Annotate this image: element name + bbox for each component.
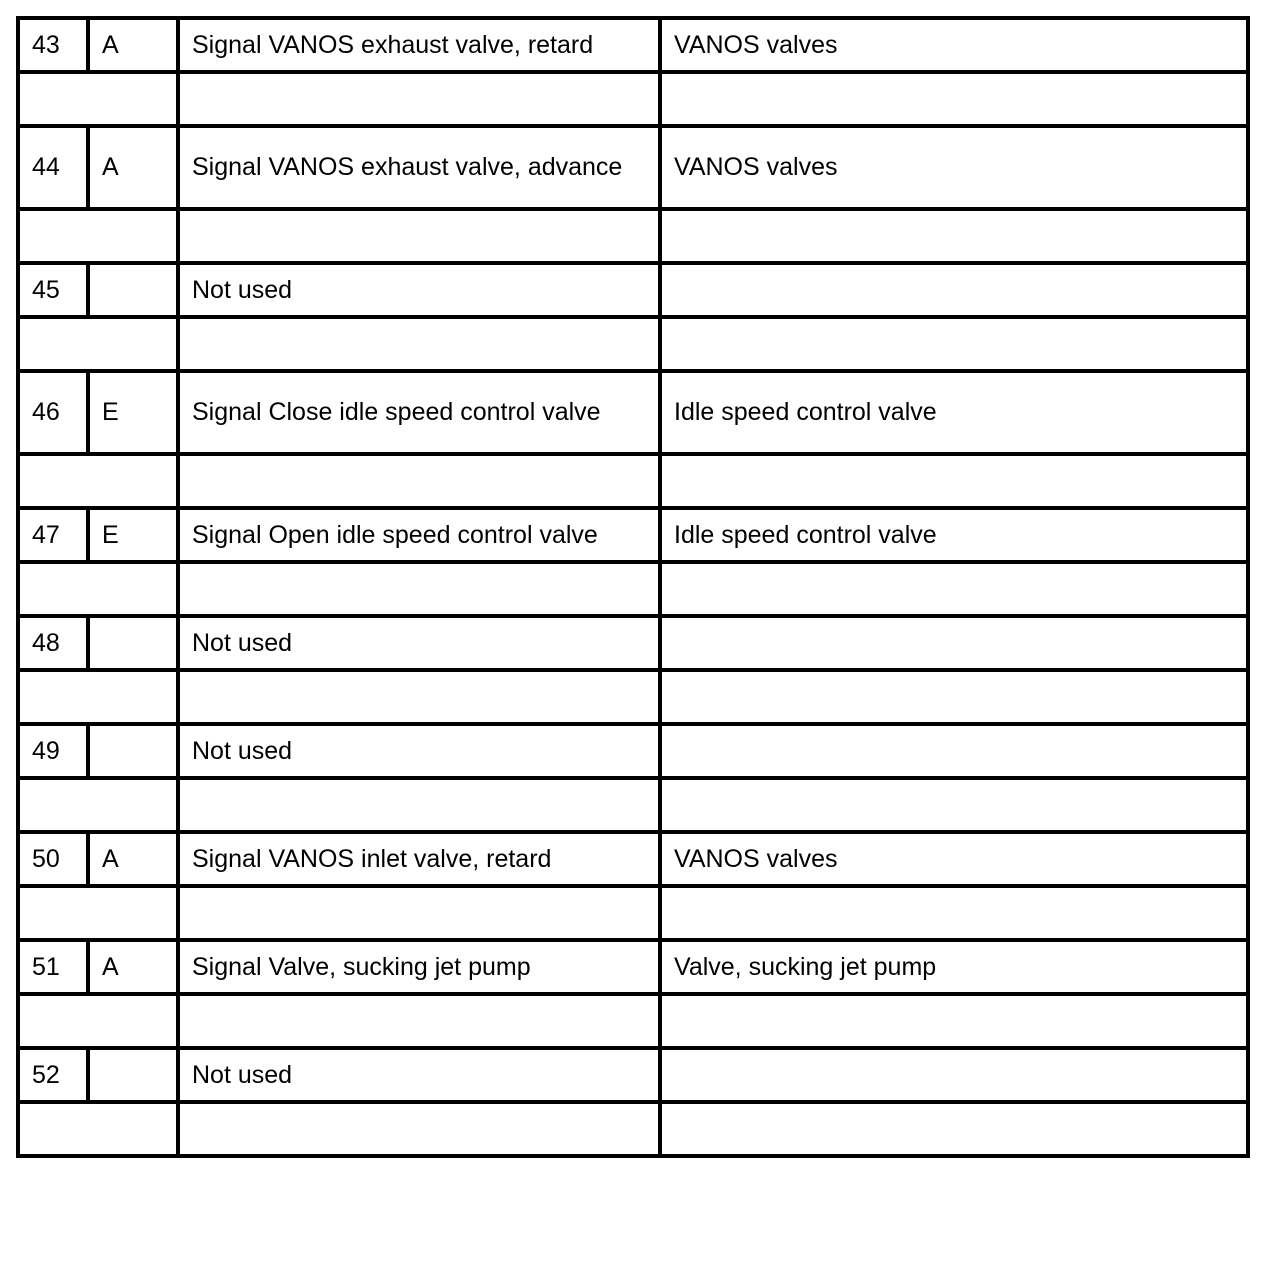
pin-number: 48 (18, 616, 88, 670)
pin-type: A (88, 18, 178, 72)
spacer-cell (178, 317, 660, 371)
pin-type: E (88, 508, 178, 562)
pin-component: Valve, sucking jet pump (660, 940, 1248, 994)
pin-number: 45 (18, 263, 88, 317)
spacer-cell (660, 670, 1248, 724)
pin-type (88, 1048, 178, 1102)
table-row (18, 263, 1248, 317)
table-row (18, 126, 1248, 209)
spacer-row (18, 994, 1248, 1048)
table-row (18, 1048, 1248, 1102)
spacer-cell (660, 317, 1248, 371)
spacer-row (18, 1102, 1248, 1156)
spacer-row (18, 209, 1248, 263)
pin-component (660, 616, 1248, 670)
spacer-cell (660, 72, 1248, 126)
table-row (18, 940, 1248, 994)
pin-type (88, 724, 178, 778)
table-row (18, 371, 1248, 454)
spacer-cell (178, 562, 660, 616)
table-row (18, 832, 1248, 886)
spacer-cell (18, 778, 178, 832)
table-row (18, 508, 1248, 562)
table-row (18, 616, 1248, 670)
pin-component: VANOS valves (660, 832, 1248, 886)
spacer-cell (178, 454, 660, 508)
spacer-cell (660, 1102, 1248, 1156)
pin-type: E (88, 371, 178, 454)
spacer-cell (18, 317, 178, 371)
pin-type: A (88, 126, 178, 209)
spacer-cell (18, 72, 178, 126)
pin-component: VANOS valves (660, 18, 1248, 72)
pin-number: 50 (18, 832, 88, 886)
spacer-row (18, 72, 1248, 126)
pin-description: Signal VANOS exhaust valve, advance (178, 126, 660, 209)
spacer-cell (660, 778, 1248, 832)
spacer-cell (18, 886, 178, 940)
spacer-cell (18, 670, 178, 724)
pin-description: Signal Close idle speed control valve (178, 371, 660, 454)
spacer-cell (660, 886, 1248, 940)
spacer-cell (18, 562, 178, 616)
spacer-cell (178, 72, 660, 126)
pin-table-body (18, 18, 1248, 1156)
spacer-cell (178, 209, 660, 263)
spacer-cell (178, 670, 660, 724)
table-row (18, 724, 1248, 778)
pin-number: 46 (18, 371, 88, 454)
spacer-cell (18, 454, 178, 508)
spacer-row (18, 886, 1248, 940)
pin-component: Idle speed control valve (660, 508, 1248, 562)
spacer-cell (660, 562, 1248, 616)
pin-description: Not used (178, 263, 660, 317)
spacer-cell (18, 1102, 178, 1156)
pin-description: Signal Open idle speed control valve (178, 508, 660, 562)
spacer-row (18, 562, 1248, 616)
spacer-cell (18, 209, 178, 263)
pin-number: 43 (18, 18, 88, 72)
pin-description: Not used (178, 1048, 660, 1102)
pin-description: Not used (178, 616, 660, 670)
pin-component: Idle speed control valve (660, 371, 1248, 454)
pin-number: 52 (18, 1048, 88, 1102)
spacer-row (18, 778, 1248, 832)
pin-number: 47 (18, 508, 88, 562)
pin-description: Signal VANOS inlet valve, retard (178, 832, 660, 886)
spacer-cell (660, 454, 1248, 508)
pin-component (660, 724, 1248, 778)
pin-type (88, 616, 178, 670)
pin-description: Not used (178, 724, 660, 778)
spacer-row (18, 670, 1248, 724)
pin-component (660, 263, 1248, 317)
table-row (18, 18, 1248, 72)
pin-description: Signal VANOS exhaust valve, retard (178, 18, 660, 72)
spacer-cell (18, 994, 178, 1048)
spacer-cell (178, 994, 660, 1048)
pin-number: 51 (18, 940, 88, 994)
spacer-row (18, 454, 1248, 508)
spacer-cell (178, 778, 660, 832)
pin-component (660, 1048, 1248, 1102)
pin-component: VANOS valves (660, 126, 1248, 209)
spacer-cell (178, 1102, 660, 1156)
pin-type (88, 263, 178, 317)
pin-assignment-table (16, 16, 1250, 1158)
spacer-cell (660, 994, 1248, 1048)
spacer-row (18, 317, 1248, 371)
pin-type: A (88, 832, 178, 886)
pin-description: Signal Valve, sucking jet pump (178, 940, 660, 994)
spacer-cell (660, 209, 1248, 263)
pin-type: A (88, 940, 178, 994)
spacer-cell (178, 886, 660, 940)
pin-number: 44 (18, 126, 88, 209)
pin-number: 49 (18, 724, 88, 778)
